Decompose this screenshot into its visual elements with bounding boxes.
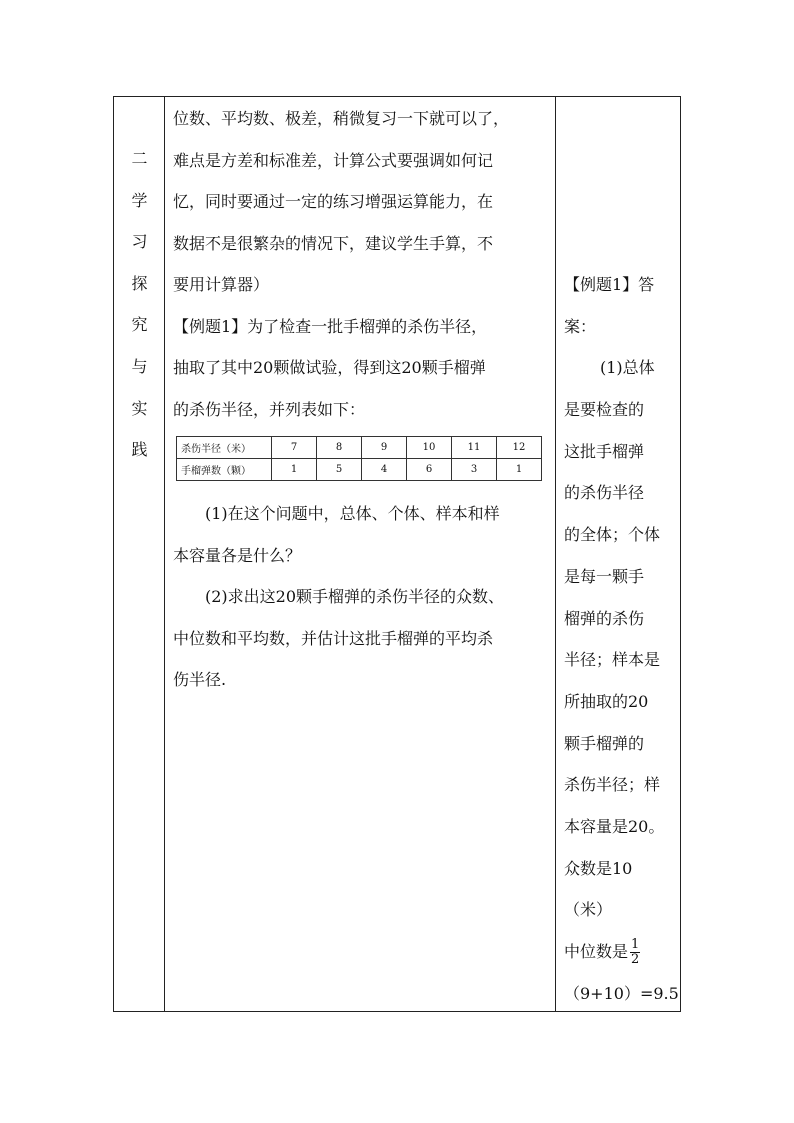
question-line: (1)在这个问题中，总体、个体、样本和样 [205,504,500,523]
median-label: 中位数是 [564,942,629,961]
section-label-char: 二 [131,149,148,168]
answer-column [564,270,678,1020]
answer-line: 【例题1】答 [564,275,655,294]
question-line: (2)求出这20颗手榴弹的杀伤半径的众数、 [205,587,505,606]
section-label-char: 习 [131,232,148,251]
paragraph-line: 要用计算器） [173,275,270,294]
table-cell: 3 [452,459,497,481]
table-row [177,437,542,459]
section-label-char: 践 [131,440,148,459]
paragraph-line: 数据不是很繁杂的情况下，建议学生手算，不 [173,233,494,253]
answer-line: 杀伤半径；样 [564,775,661,795]
table-row [177,459,542,481]
answer-line-median [564,937,678,979]
section-label-char: 探 [131,274,148,293]
table-cell: 9 [362,437,407,459]
table-cell: 8 [317,437,362,459]
fraction [630,938,640,967]
answer-line: 榴弹的杀伤 [564,608,645,628]
section-label-column [114,96,165,1012]
paragraph-line: 难点是方差和标准差，计算公式要强调如何记 [173,150,494,170]
table-cell: 5 [317,459,362,481]
table-cell: 12 [497,437,542,459]
example-line: 【例题1】为了检查一批手榴弹的杀伤半径， [173,316,488,336]
main-content [173,104,551,436]
section-label-char: 与 [131,357,148,376]
example-line: 抽取了其中20颗做试验，得到这20颗手榴弹 [173,358,486,377]
answer-line: 众数是10 [564,858,633,878]
fraction-numerator: 1 [631,937,640,952]
section-label-char: 究 [131,315,148,334]
answer-line: 是每一颗手 [564,566,645,586]
answer-line: 的杀伤半径 [564,483,645,503]
table-header-cell: 手榴弹数（颗） [177,459,272,481]
answer-line: 半径；样本是 [564,650,661,670]
answer-line: (1)总体 [600,358,655,378]
table-cell: 6 [407,459,452,481]
table-header-cell: 杀伤半径（米） [177,437,272,459]
column-divider-right [555,96,556,1012]
answer-line: 是要检查的 [564,400,645,420]
question-line: 中位数和平均数，并估计这批手榴弹的平均杀 [173,628,494,648]
answer-line: （米） [564,900,613,920]
table-cell: 7 [272,437,317,459]
answer-line: 颗手榴弹的 [564,733,645,753]
section-label-char: 实 [131,399,148,418]
radius-table [176,436,542,481]
table-cell: 4 [362,459,407,481]
paragraph-line: 位数、平均数、极差，稍微复习一下就可以了， [173,109,510,128]
table-cell: 11 [452,437,497,459]
questions [173,499,551,707]
answer-line: 所抽取的20 [564,691,649,711]
answer-line: 的全体；个体 [564,525,661,545]
question-line: 伤半径. [173,670,227,689]
paragraph-line: 忆，同时要通过一定的练习增强运算能力，在 [173,192,494,211]
answer-line: 案： [564,316,597,336]
answer-line: 这批手榴弹 [564,441,645,461]
answer-line: （9+10）=9.5 [564,983,679,1003]
fraction-denominator: 2 [631,952,640,967]
table-cell: 10 [407,437,452,459]
table-cell: 1 [497,459,542,481]
example-line: 的杀伤半径，并列表如下： [173,399,366,419]
table-cell: 1 [272,459,317,481]
question-line: 本容量各是什么？ [173,545,302,565]
answer-line: 本容量是20。 [564,816,665,836]
section-label-char: 学 [131,191,148,210]
